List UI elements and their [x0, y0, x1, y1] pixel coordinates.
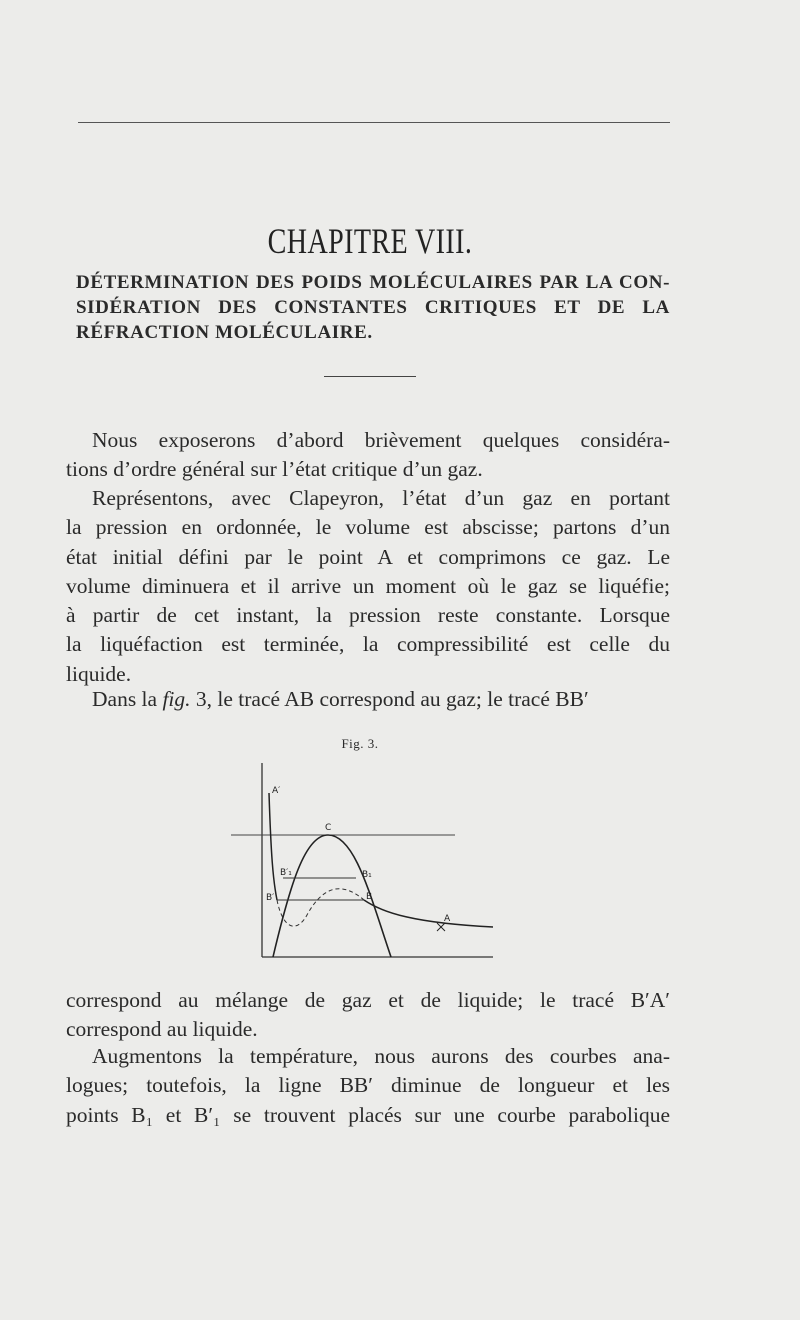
text-line: volume diminuera et il arrive un moment où le gaz se liquéfie; — [66, 573, 670, 598]
liquid-branch — [269, 793, 277, 900]
subtitle-line: RÉFRACTION MOLÉCULAIRE. — [76, 322, 373, 343]
label-b-prime: B′ — [266, 893, 275, 903]
figure-3 — [225, 755, 500, 970]
label-a: A — [444, 914, 451, 924]
text-line: Augmentons la température, nous aurons des courbes ana- — [92, 1044, 670, 1068]
text-line: Représentons, avec Clapeyron, l’état d’un gaz en portant — [92, 486, 670, 510]
text-line: état initial défini par le point A et comprimons ce gaz. Le — [66, 544, 670, 569]
paragraph-2 — [66, 484, 670, 689]
subtitle-line: SIDÉRATION DES CONSTANTES CRITIQUES ET DE LA — [76, 297, 670, 318]
paragraph-4 — [66, 986, 670, 1045]
text-line: liquide. — [66, 661, 132, 686]
chapter-subtitle — [76, 270, 670, 345]
text-line: correspond au liquide. — [66, 1017, 258, 1042]
figure-reference: fig. — [162, 687, 191, 711]
text-line: logues; toutefois, la ligne BB′ diminue de longueur et les — [66, 1073, 670, 1098]
text-line: la liquéfaction est terminée, la compressibilité est celle du — [66, 632, 670, 657]
label-c: C — [325, 823, 332, 833]
figure-caption: Fig. 3. — [341, 736, 379, 751]
label-a-prime: A′ — [272, 786, 281, 796]
text-fragment: 3, le tracé AB correspond au gaz; le tracé BB′ — [190, 687, 589, 711]
text-line: tions d’ordre général sur l’état critique d’un gaz. — [66, 457, 483, 482]
gas-branch — [364, 900, 493, 927]
text-line: à partir de cet instant, la pression reste constante. Lorsque — [66, 603, 670, 628]
label-b: B — [366, 892, 373, 902]
text-fragment: Dans la — [92, 687, 163, 711]
paragraph-3 — [66, 685, 670, 714]
paragraph-5 — [66, 1042, 670, 1130]
text-line: Nous exposerons d’abord brièvement quelques considéra- — [92, 428, 670, 452]
text-line — [66, 685, 670, 714]
saturation-curve — [273, 835, 391, 957]
text-line: correspond au mélange de gaz et de liquide; le tracé B′A′ — [66, 988, 670, 1012]
label-b1: B₁ — [362, 870, 372, 880]
subtitle-line: DÉTERMINATION DES POIDS MOLÉCULAIRES PAR LA CON- — [76, 272, 670, 293]
isotherm-diagram — [225, 755, 500, 965]
label-b1-prime: B′₁ — [280, 868, 292, 878]
text-line: points B₁ et B′₁ se trouvent placés sur une courbe parabolique — [66, 1102, 670, 1127]
text-line: la pression en ordonnée, le volume est abscisse; partons d’un — [66, 515, 670, 540]
section-divider — [324, 376, 416, 377]
paragraph-1 — [66, 426, 670, 485]
chapter-title: CHAPITRE VIII. — [267, 221, 473, 261]
top-rule — [78, 122, 670, 123]
